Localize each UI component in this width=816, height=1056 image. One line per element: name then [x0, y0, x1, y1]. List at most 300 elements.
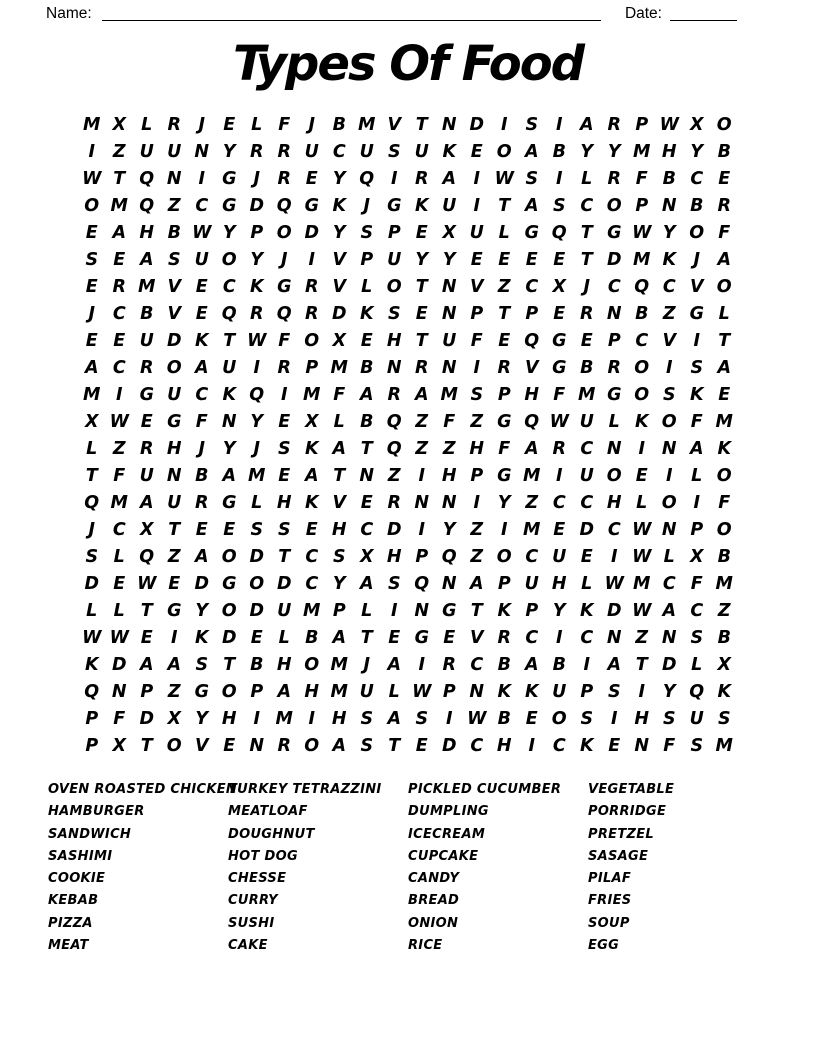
grid-letter: U [689, 709, 704, 729]
grid-letter: F [718, 223, 731, 243]
grid-letter: E [498, 331, 511, 351]
grid-letter: R [497, 358, 511, 378]
grid-letter: G [167, 601, 182, 621]
grid-letter: Z [112, 142, 126, 162]
grid-letter: B [552, 142, 566, 162]
grid-letter: C [222, 277, 236, 297]
grid-letter: H [166, 439, 182, 459]
grid-letter: P [497, 574, 511, 594]
grid-letter: S [277, 439, 291, 459]
grid-letter: E [223, 736, 236, 756]
grid-letter: E [553, 520, 566, 540]
grid-letter: I [280, 385, 288, 405]
grid-letter: P [250, 223, 264, 243]
grid-letter: Y [552, 601, 566, 621]
grid-letter: N [166, 466, 182, 486]
grid-letter: B [717, 547, 731, 567]
grid-letter: W [82, 169, 102, 189]
grid-letter: G [387, 196, 402, 216]
grid-letter: Q [221, 304, 237, 324]
grid-letter: R [250, 142, 264, 162]
grid-letter: F [333, 385, 346, 405]
grid-letter: N [414, 601, 430, 621]
grid-letter: E [415, 736, 428, 756]
grid-letter: Z [415, 412, 429, 432]
word-list-column [48, 779, 238, 957]
grid-letter: T [498, 196, 511, 216]
grid-letter: M [523, 520, 541, 540]
grid-letter: P [305, 358, 319, 378]
grid-letter: C [305, 547, 319, 567]
word-list-item: HAMBURGER [48, 804, 145, 820]
grid-letter: N [414, 493, 430, 513]
grid-letter: T [223, 655, 236, 675]
grid-letter: E [580, 547, 593, 567]
grid-letter: P [442, 682, 456, 702]
grid-letter: I [198, 169, 205, 189]
grid-letter: E [553, 304, 566, 324]
word-list-item: CANDY [408, 871, 460, 887]
word-list-item: TURKEY TETRAZZINI [228, 782, 382, 797]
grid-letter: X [140, 520, 154, 540]
grid-letter: F [635, 169, 648, 189]
grid-letter: O [276, 223, 292, 243]
grid-letter: U [167, 493, 182, 513]
grid-letter: C [580, 439, 594, 459]
grid-letter: R [607, 169, 621, 189]
grid-letter: T [470, 601, 483, 621]
grid-letter: A [332, 736, 347, 756]
grid-letter: G [222, 493, 237, 513]
grid-letter: K [222, 385, 237, 405]
grid-letter: A [112, 223, 127, 243]
grid-letter: Y [607, 142, 621, 162]
grid-letter: H [331, 709, 347, 729]
grid-letter: V [662, 331, 677, 351]
grid-letter: W [632, 520, 652, 540]
grid-letter: S [360, 736, 374, 756]
grid-letter: A [579, 115, 594, 135]
grid-letter: S [690, 736, 704, 756]
word-list-item: SUSHI [228, 915, 275, 931]
grid-letter: C [112, 358, 126, 378]
word-list [48, 779, 768, 957]
grid-letter: I [308, 250, 315, 270]
grid-letter: I [418, 520, 425, 540]
grid-letter: C [607, 520, 621, 540]
grid-letter: B [690, 196, 704, 216]
grid-letter: E [718, 169, 731, 189]
grid-letter: S [85, 547, 99, 567]
grid-letter: R [387, 385, 401, 405]
word-list-item: CUPCAKE [408, 848, 479, 864]
grid-letter: S [85, 250, 99, 270]
grid-letter: P [85, 709, 99, 729]
grid-letter: R [717, 196, 731, 216]
grid-letter: Y [332, 223, 346, 243]
grid-letter: T [140, 601, 153, 621]
grid-letter: W [82, 628, 102, 648]
grid-letter: C [112, 520, 126, 540]
grid-letter: T [580, 250, 593, 270]
word-list-item: PORRIDGE [588, 804, 667, 820]
word-list-item: EGG [588, 938, 620, 954]
grid-letter: R [497, 628, 511, 648]
grid-letter: N [661, 196, 677, 216]
grid-letter: Q [139, 169, 155, 189]
grid-letter: E [360, 493, 373, 513]
word-list-item: SASAGE [588, 848, 649, 864]
grid-letter: U [139, 466, 154, 486]
grid-letter: E [470, 142, 483, 162]
grid-letter: O [606, 466, 622, 486]
grid-letter: W [467, 709, 487, 729]
grid-letter: I [390, 169, 398, 189]
grid-letter: B [497, 655, 511, 675]
grid-letter: F [470, 331, 483, 351]
grid-letter: Z [387, 466, 401, 486]
grid-letter: J [363, 655, 370, 675]
grid-letter: U [414, 142, 429, 162]
grid-letter: Q [359, 169, 375, 189]
grid-letter: Y [195, 601, 209, 621]
grid-letter: E [415, 223, 428, 243]
grid-letter: C [580, 493, 594, 513]
grid-letter: Q [689, 682, 705, 702]
grid-letter: X [690, 115, 704, 135]
grid-letter: T [140, 736, 153, 756]
grid-letter: H [276, 655, 292, 675]
grid-letter: E [85, 277, 98, 297]
grid-letter: E [443, 628, 456, 648]
grid-letter: T [85, 466, 98, 486]
grid-letter: U [194, 250, 209, 270]
grid-letter: Z [470, 520, 484, 540]
grid-letter: M [83, 115, 101, 135]
grid-letter: R [607, 115, 621, 135]
grid-letter: S [717, 709, 731, 729]
grid-letter: P [332, 601, 346, 621]
grid-letter: C [305, 574, 319, 594]
grid-letter: S [387, 574, 401, 594]
grid-letter: B [360, 412, 374, 432]
grid-letter: O [249, 574, 265, 594]
grid-letter: L [141, 115, 153, 135]
grid-letter: U [442, 331, 457, 351]
grid-letter: S [690, 358, 704, 378]
grid-letter: I [693, 493, 700, 513]
grid-letter: M [633, 142, 651, 162]
grid-letter: D [331, 304, 347, 324]
grid-letter: N [166, 169, 182, 189]
grid-letter: Q [84, 682, 100, 702]
grid-letter: E [388, 628, 401, 648]
grid-letter: H [496, 736, 512, 756]
grid-letter: E [305, 169, 318, 189]
grid-letter: S [250, 520, 264, 540]
grid-letter: A [524, 439, 539, 459]
grid-letter: M [110, 493, 128, 513]
grid-letter: X [305, 412, 319, 432]
grid-letter: I [665, 466, 673, 486]
grid-letter: A [139, 655, 154, 675]
grid-letter: I [390, 601, 398, 621]
grid-letter: C [525, 628, 539, 648]
grid-letter: E [250, 628, 263, 648]
grid-letter: P [85, 736, 99, 756]
grid-letter: P [360, 250, 374, 270]
grid-letter: D [304, 223, 320, 243]
grid-letter: I [88, 142, 95, 162]
grid-letter: U [277, 601, 292, 621]
grid-letter: C [195, 385, 209, 405]
grid-letter: D [661, 655, 677, 675]
grid-letter: U [442, 196, 457, 216]
grid-letter: O [386, 277, 402, 297]
grid-letter: W [632, 223, 652, 243]
grid-letter: N [359, 466, 375, 486]
grid-letter: E [168, 574, 181, 594]
grid-letter: A [194, 358, 209, 378]
grid-letter: J [583, 277, 590, 297]
grid-letter: O [551, 709, 567, 729]
grid-letter: F [113, 466, 126, 486]
grid-letter: H [386, 547, 402, 567]
grid-letter: Y [580, 142, 594, 162]
grid-letter: Z [470, 412, 484, 432]
grid-letter: G [304, 196, 319, 216]
grid-letter: H [469, 439, 485, 459]
grid-letter: K [249, 277, 264, 297]
grid-letter: Y [690, 142, 704, 162]
grid-letter: V [469, 628, 484, 648]
grid-letter: L [86, 439, 98, 459]
grid-letter: K [442, 142, 457, 162]
grid-letter: C [552, 736, 566, 756]
grid-letter: H [386, 331, 402, 351]
grid-letter: U [139, 142, 154, 162]
grid-letter: E [525, 250, 538, 270]
grid-letter: W [604, 574, 624, 594]
grid-letter: P [415, 547, 429, 567]
grid-letter: H [524, 385, 540, 405]
grid-letter: O [689, 223, 705, 243]
grid-letter: Q [634, 277, 650, 297]
grid-letter: Z [442, 439, 456, 459]
grid-letter: P [470, 466, 484, 486]
grid-letter: I [418, 655, 425, 675]
grid-letter: L [498, 223, 510, 243]
grid-letter: R [277, 142, 291, 162]
grid-letter: Y [222, 142, 236, 162]
grid-letter: G [222, 169, 237, 189]
grid-letter: W [632, 547, 652, 567]
grid-letter: G [222, 574, 237, 594]
grid-letter: A [139, 493, 154, 513]
date-label: Date: [624, 5, 662, 22]
grid-letter: B [305, 628, 319, 648]
grid-letter: J [363, 196, 370, 216]
grid-letter: N [441, 493, 457, 513]
grid-letter: I [473, 358, 480, 378]
grid-letter: Y [195, 709, 209, 729]
grid-letter: S [662, 385, 676, 405]
grid-letter: P [250, 682, 264, 702]
grid-letter: A [387, 655, 402, 675]
grid-letter: I [555, 466, 563, 486]
grid-letter: F [663, 736, 676, 756]
grid-letter: M [330, 655, 348, 675]
grid-letter: C [195, 196, 209, 216]
grid-letter: U [222, 358, 237, 378]
grid-letter: B [360, 358, 374, 378]
grid-letter: C [580, 196, 594, 216]
grid-letter: N [441, 304, 457, 324]
grid-letter: A [607, 655, 622, 675]
grid-letter: X [552, 277, 566, 297]
grid-letter: O [304, 655, 320, 675]
grid-letter: U [469, 223, 484, 243]
grid-letter: U [552, 547, 567, 567]
word-list-item: COOKIE [48, 871, 106, 887]
grid-letter: Q [84, 493, 100, 513]
grid-letter: G [689, 304, 704, 324]
grid-letter: A [524, 655, 539, 675]
word-list-item: SOUP [588, 915, 630, 931]
grid-letter: A [524, 142, 539, 162]
grid-letter: G [607, 385, 622, 405]
grid-letter: Q [249, 385, 265, 405]
grid-letter: I [473, 169, 480, 189]
word-list-item: BREAD [408, 893, 460, 909]
grid-letter: H [661, 142, 677, 162]
grid-letter: G [497, 412, 512, 432]
word-list-item: RICE [408, 938, 443, 954]
name-blank-line [102, 7, 601, 21]
grid-letter: Z [662, 304, 676, 324]
grid-letter: W [137, 574, 157, 594]
grid-letter: M [440, 385, 458, 405]
word-list-item: SANDWICH [48, 826, 132, 842]
grid-letter: A [277, 682, 292, 702]
grid-letter: V [194, 736, 209, 756]
grid-letter: D [276, 574, 292, 594]
grid-letter: A [359, 385, 374, 405]
grid-letter: W [632, 601, 652, 621]
grid-letter: R [415, 358, 429, 378]
grid-letter: F [113, 709, 126, 729]
grid-letter: F [498, 439, 511, 459]
grid-letter: T [498, 304, 511, 324]
grid-letter: X [112, 115, 126, 135]
grid-letter: P [580, 682, 594, 702]
grid-letter: R [140, 439, 154, 459]
grid-letter: W [549, 412, 569, 432]
grid-letter: B [717, 628, 731, 648]
grid-letter: H [276, 493, 292, 513]
grid-letter: X [332, 331, 346, 351]
grid-letter: P [525, 304, 539, 324]
grid-letter: Y [332, 169, 346, 189]
grid-letter: L [113, 601, 125, 621]
grid-letter: U [139, 331, 154, 351]
grid-letter: O [661, 412, 677, 432]
grid-letter: S [277, 520, 291, 540]
grid-letter: R [305, 304, 319, 324]
grid-letter: D [386, 520, 402, 540]
grid-letter: I [253, 358, 260, 378]
grid-letter: K [359, 304, 374, 324]
grid-letter: E [85, 331, 98, 351]
grid-letter: H [221, 709, 237, 729]
grid-letter: C [662, 574, 676, 594]
grid-letter: I [445, 709, 453, 729]
grid-letter: R [112, 277, 126, 297]
grid-letter: G [139, 385, 154, 405]
grid-letter: T [388, 736, 401, 756]
word-list-item: HOT DOG [228, 848, 298, 864]
grid-letter: D [84, 574, 100, 594]
grid-letter: V [524, 358, 539, 378]
grid-letter: H [606, 493, 622, 513]
grid-letter: K [194, 331, 209, 351]
grid-letter: E [580, 331, 593, 351]
grid-letter: F [443, 412, 456, 432]
grid-letter: B [332, 115, 346, 135]
grid-letter: E [718, 385, 731, 405]
grid-letter: L [251, 115, 263, 135]
grid-letter: N [469, 682, 485, 702]
grid-letter: G [277, 277, 292, 297]
grid-letter: O [304, 331, 320, 351]
grid-letter: F [553, 385, 566, 405]
grid-letter: N [111, 682, 127, 702]
grid-letter: O [84, 196, 100, 216]
grid-letter: S [525, 115, 539, 135]
grid-letter: P [635, 115, 649, 135]
grid-letter: G [552, 358, 567, 378]
grid-letter: R [442, 655, 456, 675]
grid-letter: I [253, 709, 260, 729]
grid-letter: O [716, 520, 732, 540]
grid-letter: C [552, 493, 566, 513]
grid-letter: I [583, 655, 590, 675]
grid-letter: O [166, 736, 182, 756]
grid-letter: N [661, 628, 677, 648]
grid-letter: A [84, 358, 99, 378]
grid-letter: B [717, 142, 731, 162]
grid-letter: I [473, 493, 480, 513]
word-list-item: FRIES [588, 893, 632, 909]
grid-letter: R [552, 439, 566, 459]
grid-letter: Y [662, 682, 676, 702]
grid-letter: L [251, 493, 263, 513]
grid-letter: S [195, 655, 209, 675]
grid-letter: R [167, 115, 181, 135]
grid-letter: J [198, 439, 205, 459]
grid-letter: E [415, 304, 428, 324]
grid-letter: D [139, 709, 155, 729]
grid-letter: K [579, 736, 594, 756]
word-list-item: CHESSE [228, 871, 287, 887]
grid-letter: N [606, 439, 622, 459]
grid-letter: Q [551, 223, 567, 243]
grid-letter: A [442, 169, 457, 189]
grid-letter: L [333, 412, 345, 432]
grid-letter: Z [717, 601, 731, 621]
grid-letter: R [305, 277, 319, 297]
grid-letter: N [634, 736, 650, 756]
